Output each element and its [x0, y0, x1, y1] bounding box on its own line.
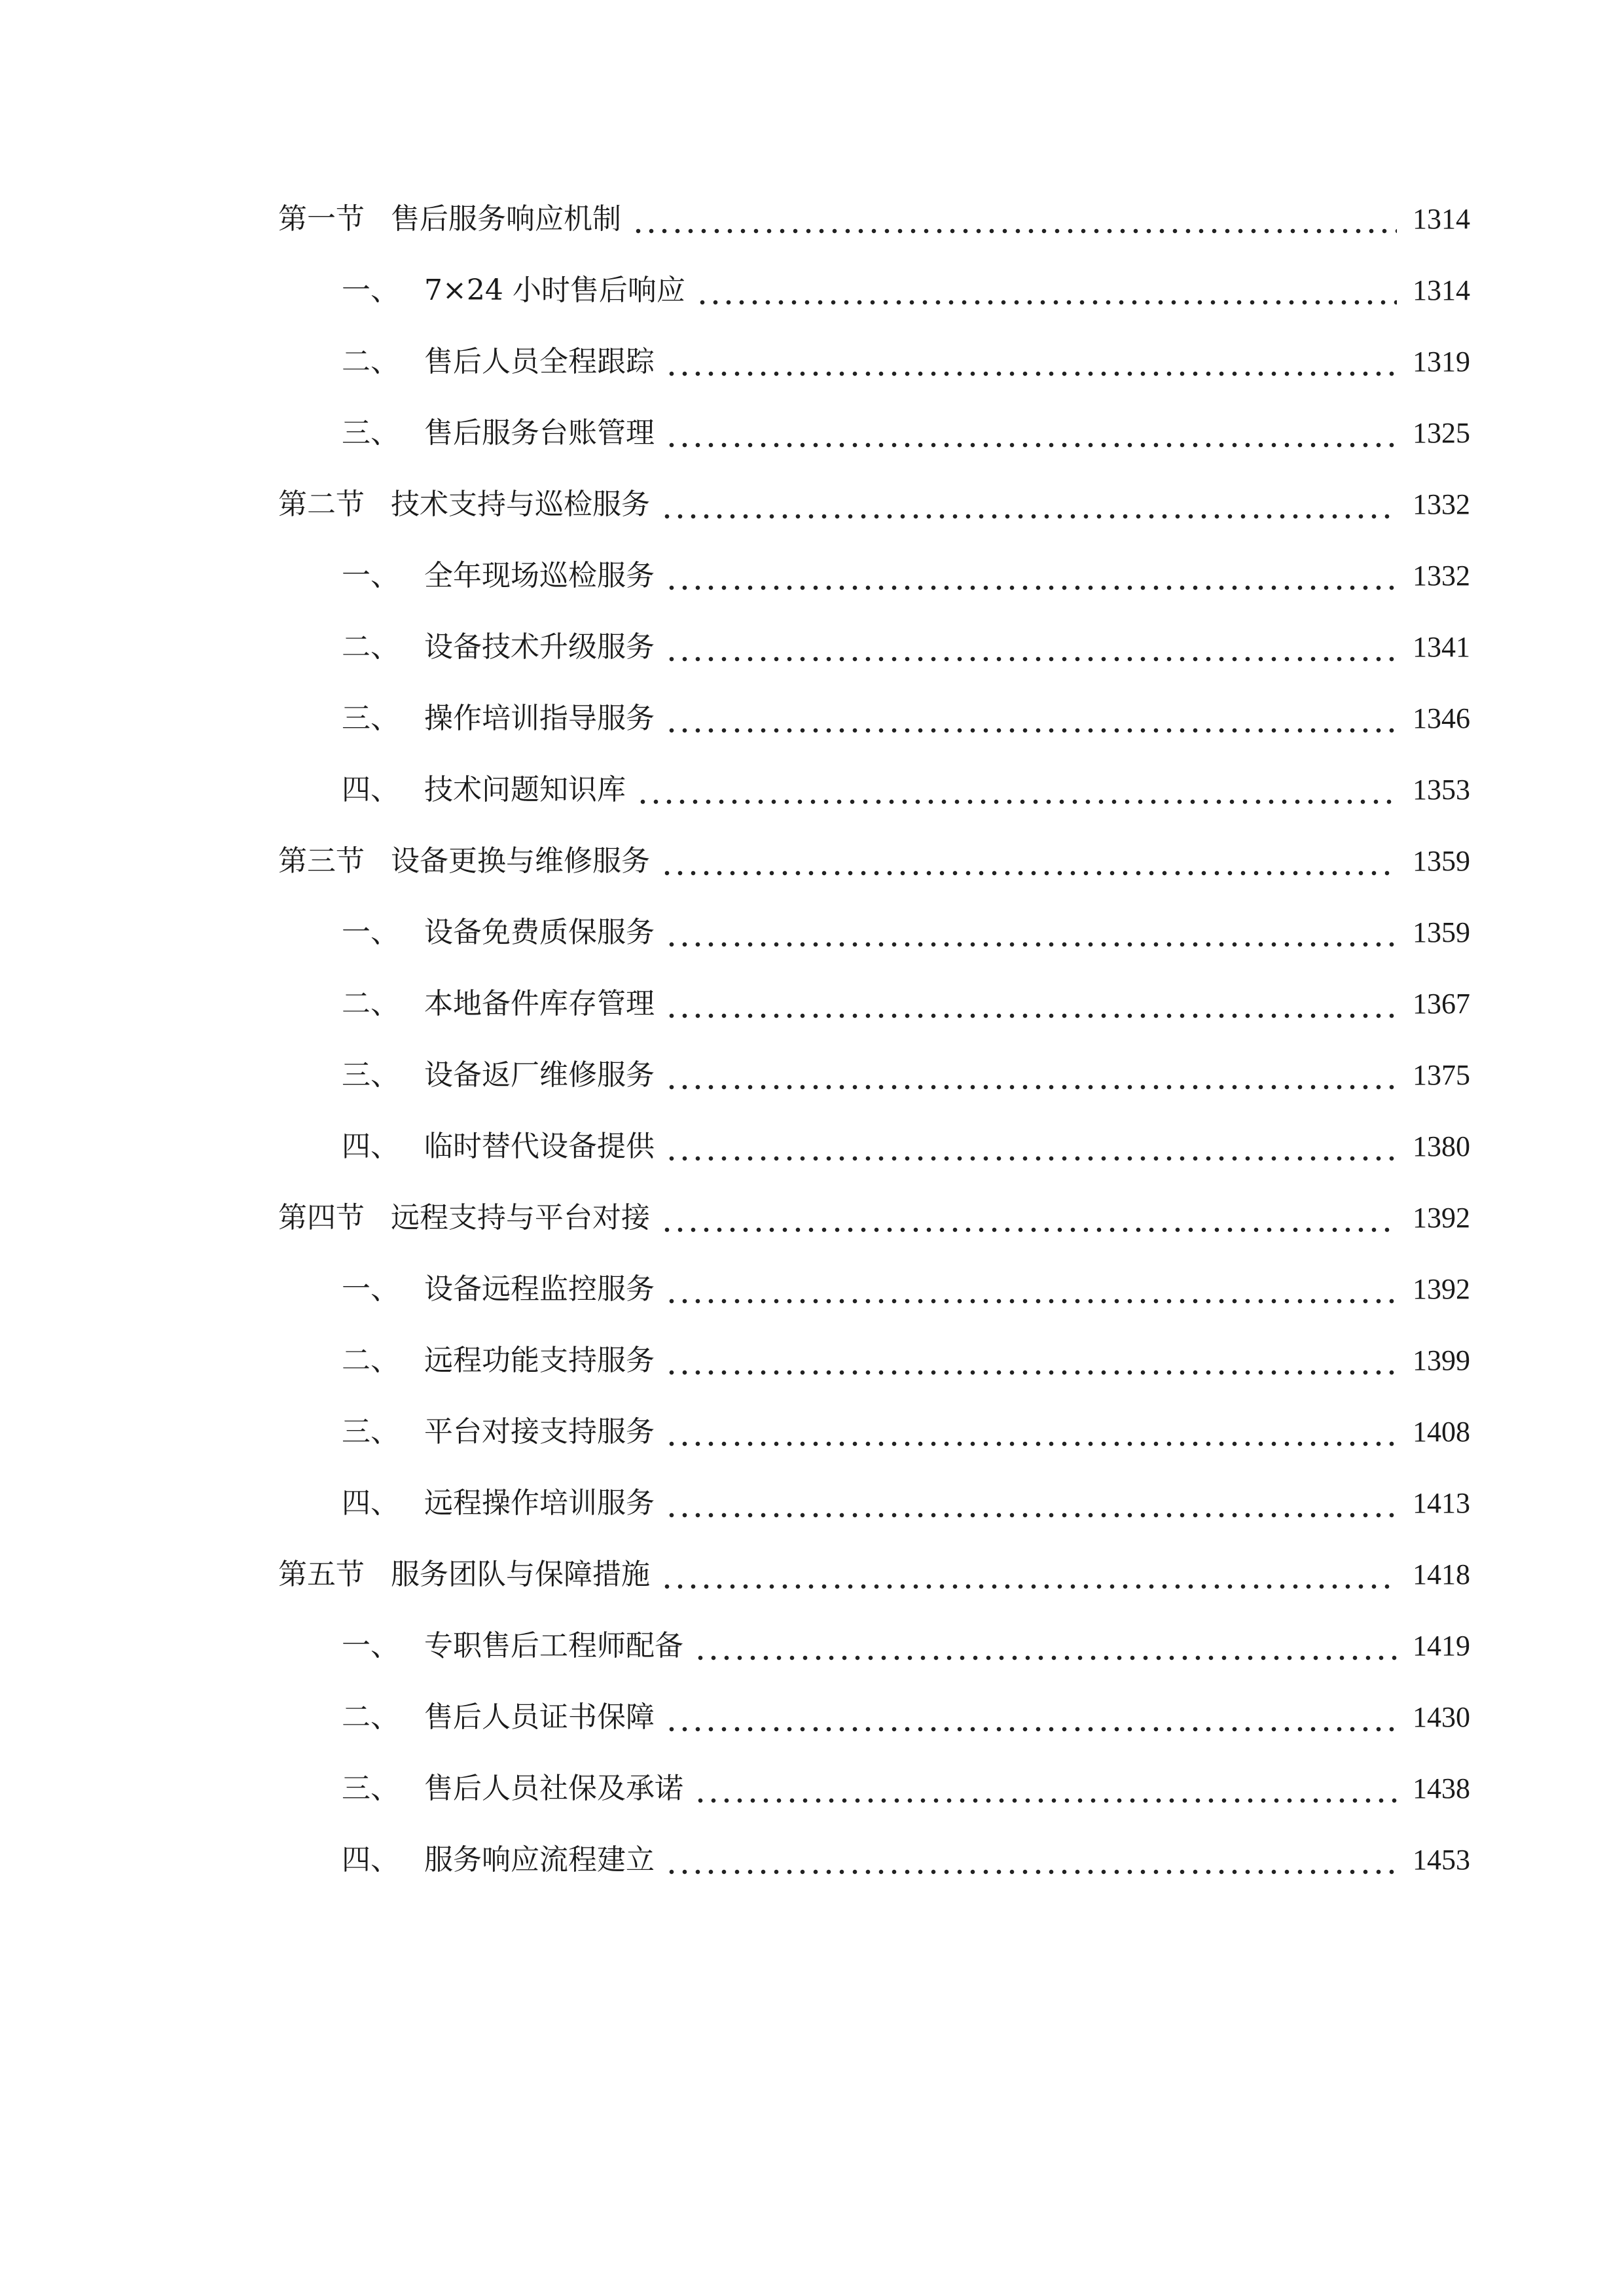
- dot-leader: [696, 268, 1397, 314]
- toc-entry[interactable]: [342, 268, 1470, 314]
- toc-entry-title: 平台对接支持服务: [424, 1415, 655, 1448]
- toc-entry-page: 1341: [1413, 631, 1470, 663]
- dot-leader: [694, 1766, 1397, 1812]
- toc-entry-title: 远程操作培训服务: [424, 1486, 655, 1520]
- dot-leader: [665, 910, 1397, 956]
- dot-leader: [665, 981, 1397, 1027]
- toc-entry-number: 三、: [342, 1772, 399, 1805]
- toc-entry-title: 设备更换与维修服务: [391, 844, 650, 878]
- toc-entry-title: 设备返厂维修服务: [424, 1058, 655, 1092]
- toc-entry-number: 四、: [342, 1843, 399, 1876]
- toc-entry[interactable]: [342, 410, 1470, 456]
- toc-entry-page: 1380: [1413, 1130, 1470, 1162]
- toc-entry-title: 操作培训指导服务: [424, 702, 655, 735]
- toc-entry-title: 设备技术升级服务: [424, 630, 655, 664]
- toc-entry[interactable]: [278, 838, 1470, 884]
- dot-leader: [660, 1552, 1397, 1598]
- toc-entry-number: 三、: [342, 1058, 399, 1092]
- dot-leader: [665, 553, 1397, 599]
- toc-entry-number: 第五节: [278, 1558, 365, 1591]
- toc-entry-page: 1319: [1413, 346, 1470, 378]
- dot-leader: [632, 196, 1397, 242]
- dot-leader: [694, 1623, 1397, 1669]
- toc-entry-number: 一、: [342, 1629, 399, 1662]
- toc-entry-title: 远程支持与平台对接: [391, 1201, 650, 1234]
- toc-entry-number: 第三节: [278, 844, 365, 878]
- toc-entry[interactable]: [342, 1766, 1470, 1812]
- toc-entry-number: 第一节: [278, 202, 365, 236]
- toc-entry-number: 二、: [342, 1700, 399, 1734]
- toc-entry-number: 二、: [342, 1344, 399, 1377]
- dot-leader: [665, 1480, 1397, 1526]
- toc-entry-title: 7×24 小时售后响应: [424, 274, 685, 307]
- dot-leader: [665, 1052, 1397, 1098]
- dot-leader: [665, 1695, 1397, 1740]
- toc-entry-title: 远程功能支持服务: [424, 1344, 655, 1377]
- toc-entry[interactable]: [342, 1409, 1470, 1455]
- toc-entry-number: 第四节: [278, 1201, 365, 1234]
- toc-entry[interactable]: [278, 196, 1470, 242]
- toc-entry-page: 1367: [1413, 988, 1470, 1020]
- toc-entry-page: 1332: [1413, 488, 1470, 520]
- toc-entry-page: 1359: [1413, 916, 1470, 948]
- toc-entry-title: 技术问题知识库: [424, 773, 626, 806]
- dot-leader: [665, 339, 1397, 385]
- toc-entry-page: 1430: [1413, 1701, 1470, 1733]
- toc-entry-number: 四、: [342, 1486, 399, 1520]
- toc-entry-page: 1325: [1413, 417, 1470, 449]
- toc-entry-page: 1399: [1413, 1344, 1470, 1376]
- toc-entry-number: 三、: [342, 702, 399, 735]
- dot-leader: [665, 1124, 1397, 1170]
- toc-entry[interactable]: [342, 1623, 1470, 1669]
- toc-entry-number: 四、: [342, 1130, 399, 1163]
- toc-entry-title: 设备免费质保服务: [424, 916, 655, 949]
- toc-entry[interactable]: [342, 624, 1470, 670]
- toc-entry-number: 二、: [342, 987, 399, 1020]
- toc-entry-title: 售后服务响应机制: [391, 202, 621, 236]
- toc-entry[interactable]: [342, 696, 1470, 742]
- toc-entry[interactable]: [342, 1837, 1470, 1883]
- toc-entry[interactable]: [278, 482, 1470, 528]
- toc-entry[interactable]: [342, 1124, 1470, 1170]
- toc-entry-page: 1413: [1413, 1487, 1470, 1519]
- toc-entry-number: 二、: [342, 630, 399, 664]
- dot-leader: [636, 767, 1397, 813]
- toc-entry-title: 售后服务台账管理: [424, 416, 655, 450]
- toc-entry[interactable]: [278, 1552, 1470, 1598]
- toc-entry-page: 1332: [1413, 560, 1470, 592]
- toc-entry-page: 1418: [1413, 1558, 1470, 1590]
- toc-entry-page: 1375: [1413, 1059, 1470, 1091]
- toc-entry-page: 1314: [1413, 203, 1470, 235]
- toc-entry-number: 一、: [342, 559, 399, 592]
- toc-entry-title: 临时替代设备提供: [424, 1130, 655, 1163]
- toc-entry-page: 1438: [1413, 1772, 1470, 1804]
- toc-entry[interactable]: [278, 1195, 1470, 1241]
- toc-entry[interactable]: [342, 1695, 1470, 1740]
- dot-leader: [665, 1409, 1397, 1455]
- toc-entry-number: 二、: [342, 345, 399, 378]
- toc-entry-page: 1359: [1413, 845, 1470, 877]
- toc-entry-page: 1453: [1413, 1844, 1470, 1876]
- toc-entry-page: 1419: [1413, 1630, 1470, 1662]
- dot-leader: [660, 838, 1397, 884]
- toc-entry[interactable]: [342, 1266, 1470, 1312]
- toc-entry[interactable]: [342, 1338, 1470, 1384]
- toc-entry-number: 三、: [342, 416, 399, 450]
- toc-entry-number: 一、: [342, 1272, 399, 1306]
- toc-entry-title: 售后人员全程跟踪: [424, 345, 655, 378]
- toc-entry-title: 专职售后工程师配备: [424, 1629, 683, 1662]
- toc-entry-title: 服务响应流程建立: [424, 1843, 655, 1876]
- dot-leader: [665, 410, 1397, 456]
- toc-entry-number: 三、: [342, 1415, 399, 1448]
- toc-entry-page: 1346: [1413, 702, 1470, 734]
- toc-entry[interactable]: [342, 339, 1470, 385]
- dot-leader: [660, 482, 1397, 528]
- toc-entry-page: 1353: [1413, 774, 1470, 806]
- toc-entry-title: 售后人员证书保障: [424, 1700, 655, 1734]
- toc-entry[interactable]: [342, 1052, 1470, 1098]
- toc-entry-number: 一、: [342, 274, 399, 307]
- dot-leader: [665, 1338, 1397, 1384]
- toc-entry-title: 售后人员社保及承诺: [424, 1772, 683, 1805]
- toc-entry-number: 四、: [342, 773, 399, 806]
- toc-entry-title: 设备远程监控服务: [424, 1272, 655, 1306]
- toc-entry-title: 本地备件库存管理: [424, 987, 655, 1020]
- toc-entry[interactable]: [342, 767, 1470, 813]
- toc-entry-page: 1408: [1413, 1416, 1470, 1448]
- toc-entry[interactable]: [342, 981, 1470, 1027]
- dot-leader: [665, 1837, 1397, 1883]
- dot-leader: [665, 1266, 1397, 1312]
- toc-entry[interactable]: [342, 910, 1470, 956]
- toc-entry-page: 1314: [1413, 274, 1470, 306]
- toc-entry-page: 1392: [1413, 1202, 1470, 1234]
- dot-leader: [665, 696, 1397, 742]
- toc-entry-title: 全年现场巡检服务: [424, 559, 655, 592]
- toc-entry-number: 第二节: [278, 488, 365, 521]
- toc-entry-title: 服务团队与保障措施: [391, 1558, 650, 1591]
- toc-entry-page: 1392: [1413, 1273, 1470, 1305]
- dot-leader: [665, 624, 1397, 670]
- dot-leader: [660, 1195, 1397, 1241]
- toc-entry-title: 技术支持与巡检服务: [391, 488, 650, 521]
- toc-entry-number: 一、: [342, 916, 399, 949]
- toc-entry[interactable]: [342, 1480, 1470, 1526]
- toc-entry[interactable]: [342, 553, 1470, 599]
